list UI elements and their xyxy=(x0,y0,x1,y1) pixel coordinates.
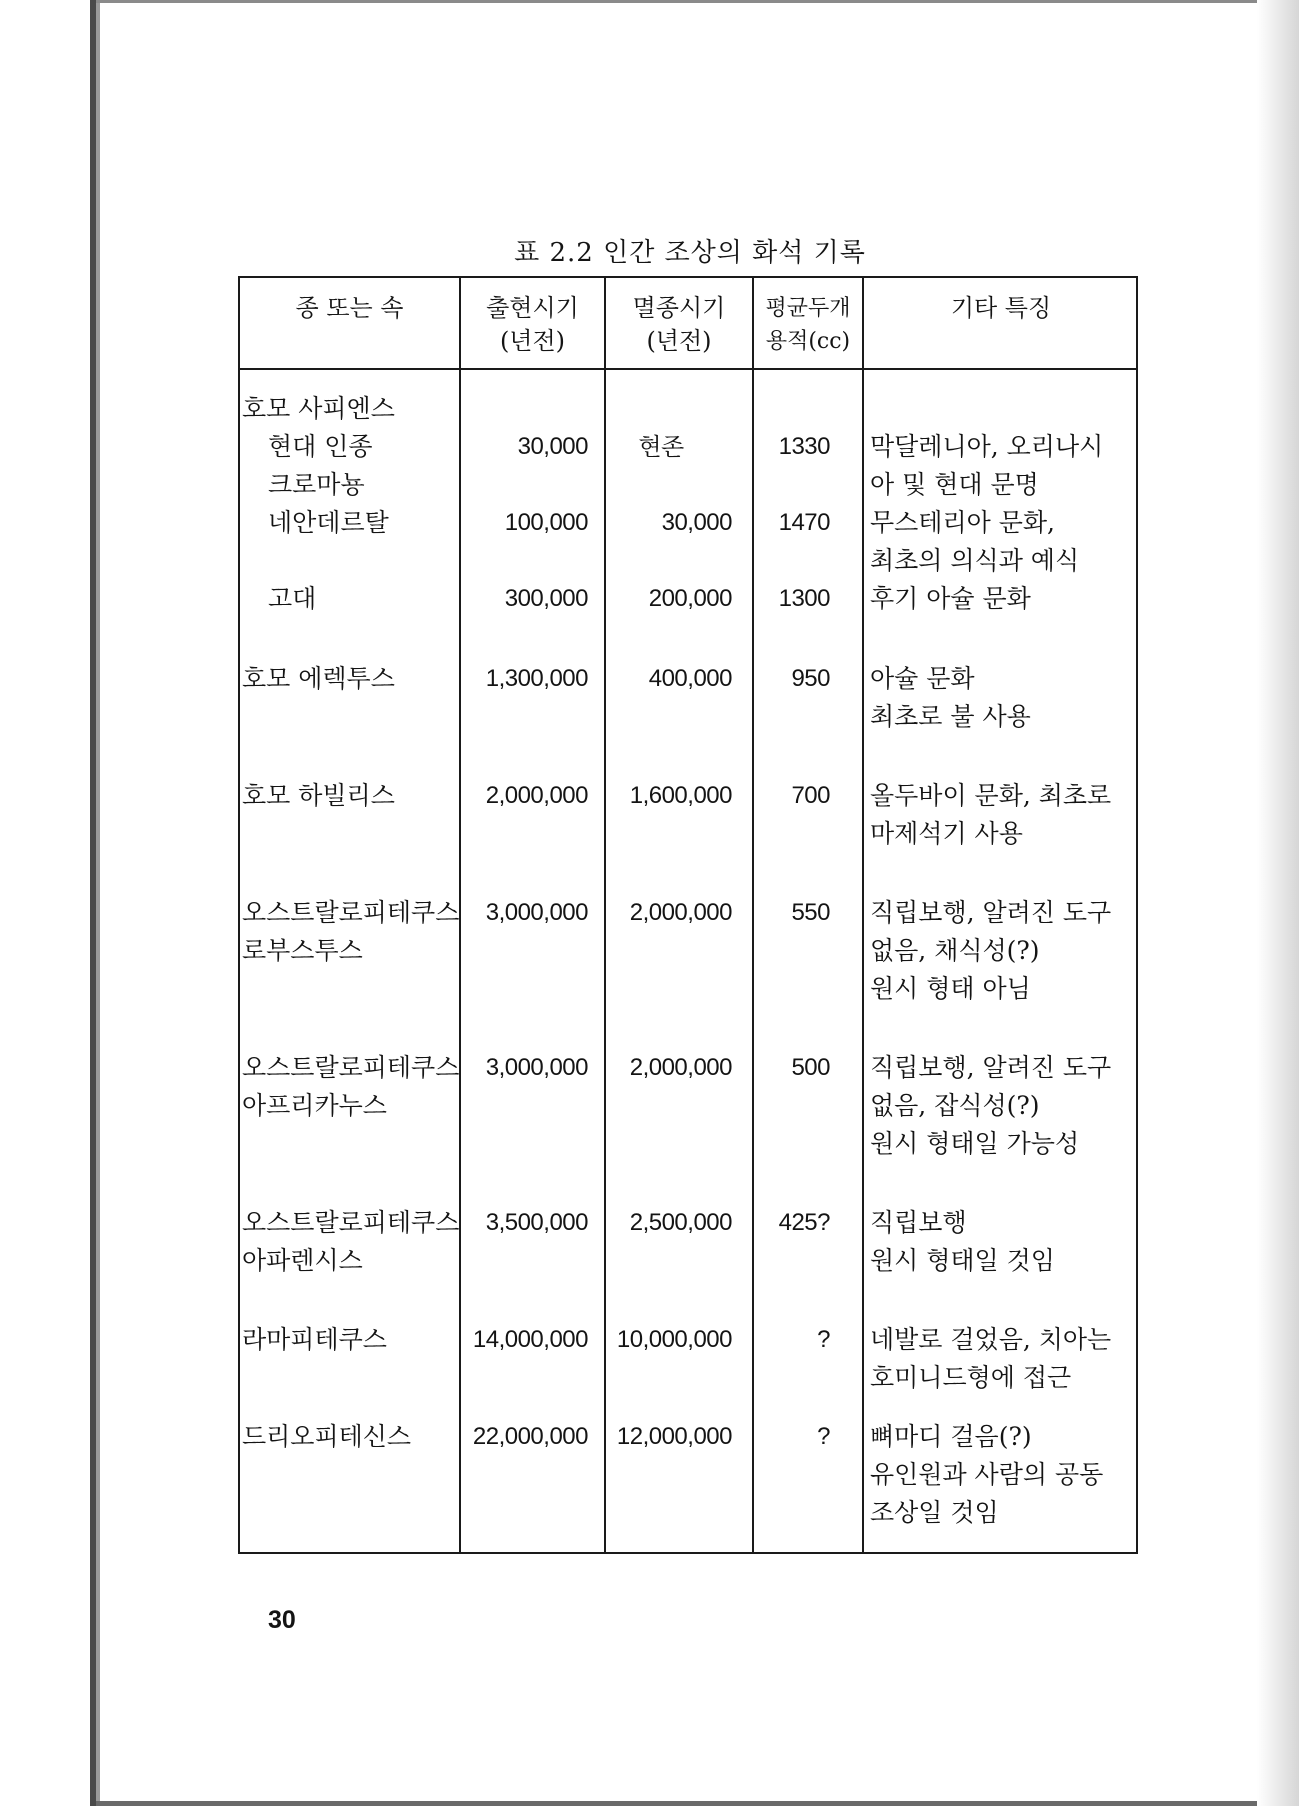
brain-value: 550 xyxy=(791,899,830,926)
feature-text: 네발로 걸었음, 치아는 xyxy=(870,1325,1112,1354)
header-features-label: 기타 특징 xyxy=(950,294,1052,322)
feature-text: 직립보행, 알려진 도구 xyxy=(870,898,1112,927)
subspecies-name: 현대 인종 xyxy=(268,432,373,461)
subspecies-name: 크로마뇽 xyxy=(268,470,365,499)
extinction-value: 현존 xyxy=(638,433,684,461)
page-binding-shade xyxy=(96,0,100,1806)
brain-column-sapiens xyxy=(760,428,830,618)
feature-text: 후기 아슐 문화 xyxy=(870,584,1031,613)
header-appearance-line2: (년전) xyxy=(499,327,566,355)
feature-text: 조상일 것임 xyxy=(870,1498,999,1527)
species-name: 드리오피테신스 xyxy=(242,1422,412,1451)
brain-value: ? xyxy=(817,1423,830,1450)
species-name-line2: 아프리카누스 xyxy=(242,1091,387,1120)
brain-value: 700 xyxy=(791,782,830,809)
brain-value: 1300 xyxy=(778,585,830,612)
extinction-value: 200,000 xyxy=(648,585,732,612)
feature-text: 유인원과 사람의 공동 xyxy=(870,1460,1104,1489)
feature-text: 최초의 의식과 예식 xyxy=(870,546,1080,575)
appearance-column-sapiens xyxy=(468,428,588,618)
extinction-value: 10,000,000 xyxy=(616,1326,732,1353)
appearance-value: 100,000 xyxy=(504,509,588,536)
header-extinction xyxy=(606,292,752,358)
header-extinction-line2: (년전) xyxy=(646,327,712,355)
feature-text: 원시 형태 아님 xyxy=(870,974,1031,1003)
column-divider xyxy=(604,276,606,1554)
subspecies-name: 네안데르탈 xyxy=(268,508,389,537)
species-name-line2: 로부스투스 xyxy=(242,936,363,965)
header-brain-line2: 용적(cc) xyxy=(765,329,851,354)
column-divider xyxy=(752,276,754,1554)
extinction-value: 2,000,000 xyxy=(629,899,732,926)
species-name-line2: 아파렌시스 xyxy=(242,1246,363,1275)
extinction-value: 2,500,000 xyxy=(629,1209,732,1236)
feature-text: 무스테리아 문화, xyxy=(870,508,1055,537)
brain-value: 425? xyxy=(778,1209,830,1236)
appearance-value: 22,000,000 xyxy=(472,1423,588,1450)
subspecies-name: 고대 xyxy=(268,584,317,613)
header-appearance xyxy=(461,292,604,358)
column-divider xyxy=(862,276,864,1554)
feature-text: 뼈마디 걸음(?) xyxy=(870,1422,1032,1451)
header-appearance-line1: 출현시기 xyxy=(486,294,579,322)
species-name: 오스트랄로피테쿠스 xyxy=(242,1208,460,1237)
feature-text: 직립보행 xyxy=(870,1208,967,1237)
extinction-value: 1,600,000 xyxy=(629,782,732,809)
feature-text: 없음, 채식성(?) xyxy=(870,936,1040,965)
appearance-value: 2,000,000 xyxy=(485,782,588,809)
extinction-value: 30,000 xyxy=(661,509,732,536)
feature-text: 최초로 불 사용 xyxy=(870,702,1031,731)
brain-value: 1330 xyxy=(778,433,830,460)
feature-text: 올두바이 문화, 최초로 xyxy=(870,781,1112,810)
table-caption: 표 2.2 인간 조상의 화석 기록 xyxy=(514,238,866,268)
appearance-value: 3,500,000 xyxy=(485,1209,588,1236)
brain-value: 1470 xyxy=(778,509,830,536)
species-group-homo-sapiens xyxy=(242,390,462,618)
appearance-value: 300,000 xyxy=(504,585,588,612)
appearance-value: 30,000 xyxy=(517,433,588,460)
features-column-sapiens xyxy=(870,428,1132,618)
brain-value: 950 xyxy=(791,665,830,692)
feature-text: 마제석기 사용 xyxy=(870,819,1023,848)
feature-text: 아슐 문화 xyxy=(870,664,975,693)
header-extinction-line1: 멸종시기 xyxy=(632,294,726,322)
page-number: 30 xyxy=(268,1606,296,1634)
page-top-edge xyxy=(96,0,1299,3)
extinction-value: 400,000 xyxy=(648,665,732,692)
appearance-value: 3,000,000 xyxy=(485,899,588,926)
feature-text: 원시 형태일 가능성 xyxy=(870,1129,1080,1158)
species-name: 호모 사피엔스 xyxy=(242,394,395,423)
species-name: 오스트랄로피테쿠스 xyxy=(242,1053,460,1082)
feature-text: 막달레니아, 오리나시 xyxy=(870,432,1104,461)
feature-text: 없음, 잡식성(?) xyxy=(870,1091,1040,1120)
header-brain-volume xyxy=(754,292,862,358)
appearance-value: 3,000,000 xyxy=(485,1054,588,1081)
species-name: 호모 에렉투스 xyxy=(242,664,395,693)
extinction-value: 2,000,000 xyxy=(629,1054,732,1081)
header-features xyxy=(864,292,1138,325)
species-name: 오스트랄로피테쿠스 xyxy=(242,898,460,927)
page-bottom-edge xyxy=(96,1801,1299,1806)
feature-text: 원시 형태일 것임 xyxy=(870,1246,1055,1275)
species-name: 라마피테쿠스 xyxy=(242,1325,387,1354)
brain-value: ? xyxy=(817,1326,830,1353)
appearance-value: 1,300,000 xyxy=(485,665,588,692)
header-divider xyxy=(238,368,1138,370)
brain-value: 500 xyxy=(791,1054,830,1081)
extinction-column-sapiens xyxy=(612,428,732,618)
extinction-value: 12,000,000 xyxy=(616,1423,732,1450)
header-species xyxy=(240,292,459,325)
feature-text: 아 및 현대 문명 xyxy=(870,470,1039,499)
appearance-value: 14,000,000 xyxy=(472,1326,588,1353)
feature-text: 호미니드형에 접근 xyxy=(870,1363,1072,1392)
species-name: 호모 하빌리스 xyxy=(242,781,395,810)
feature-text: 직립보행, 알려진 도구 xyxy=(870,1053,1112,1082)
page-right-edge xyxy=(1257,0,1299,1806)
header-species-label: 종 또는 속 xyxy=(295,294,404,322)
header-brain-line1: 평균두개 xyxy=(765,296,851,321)
